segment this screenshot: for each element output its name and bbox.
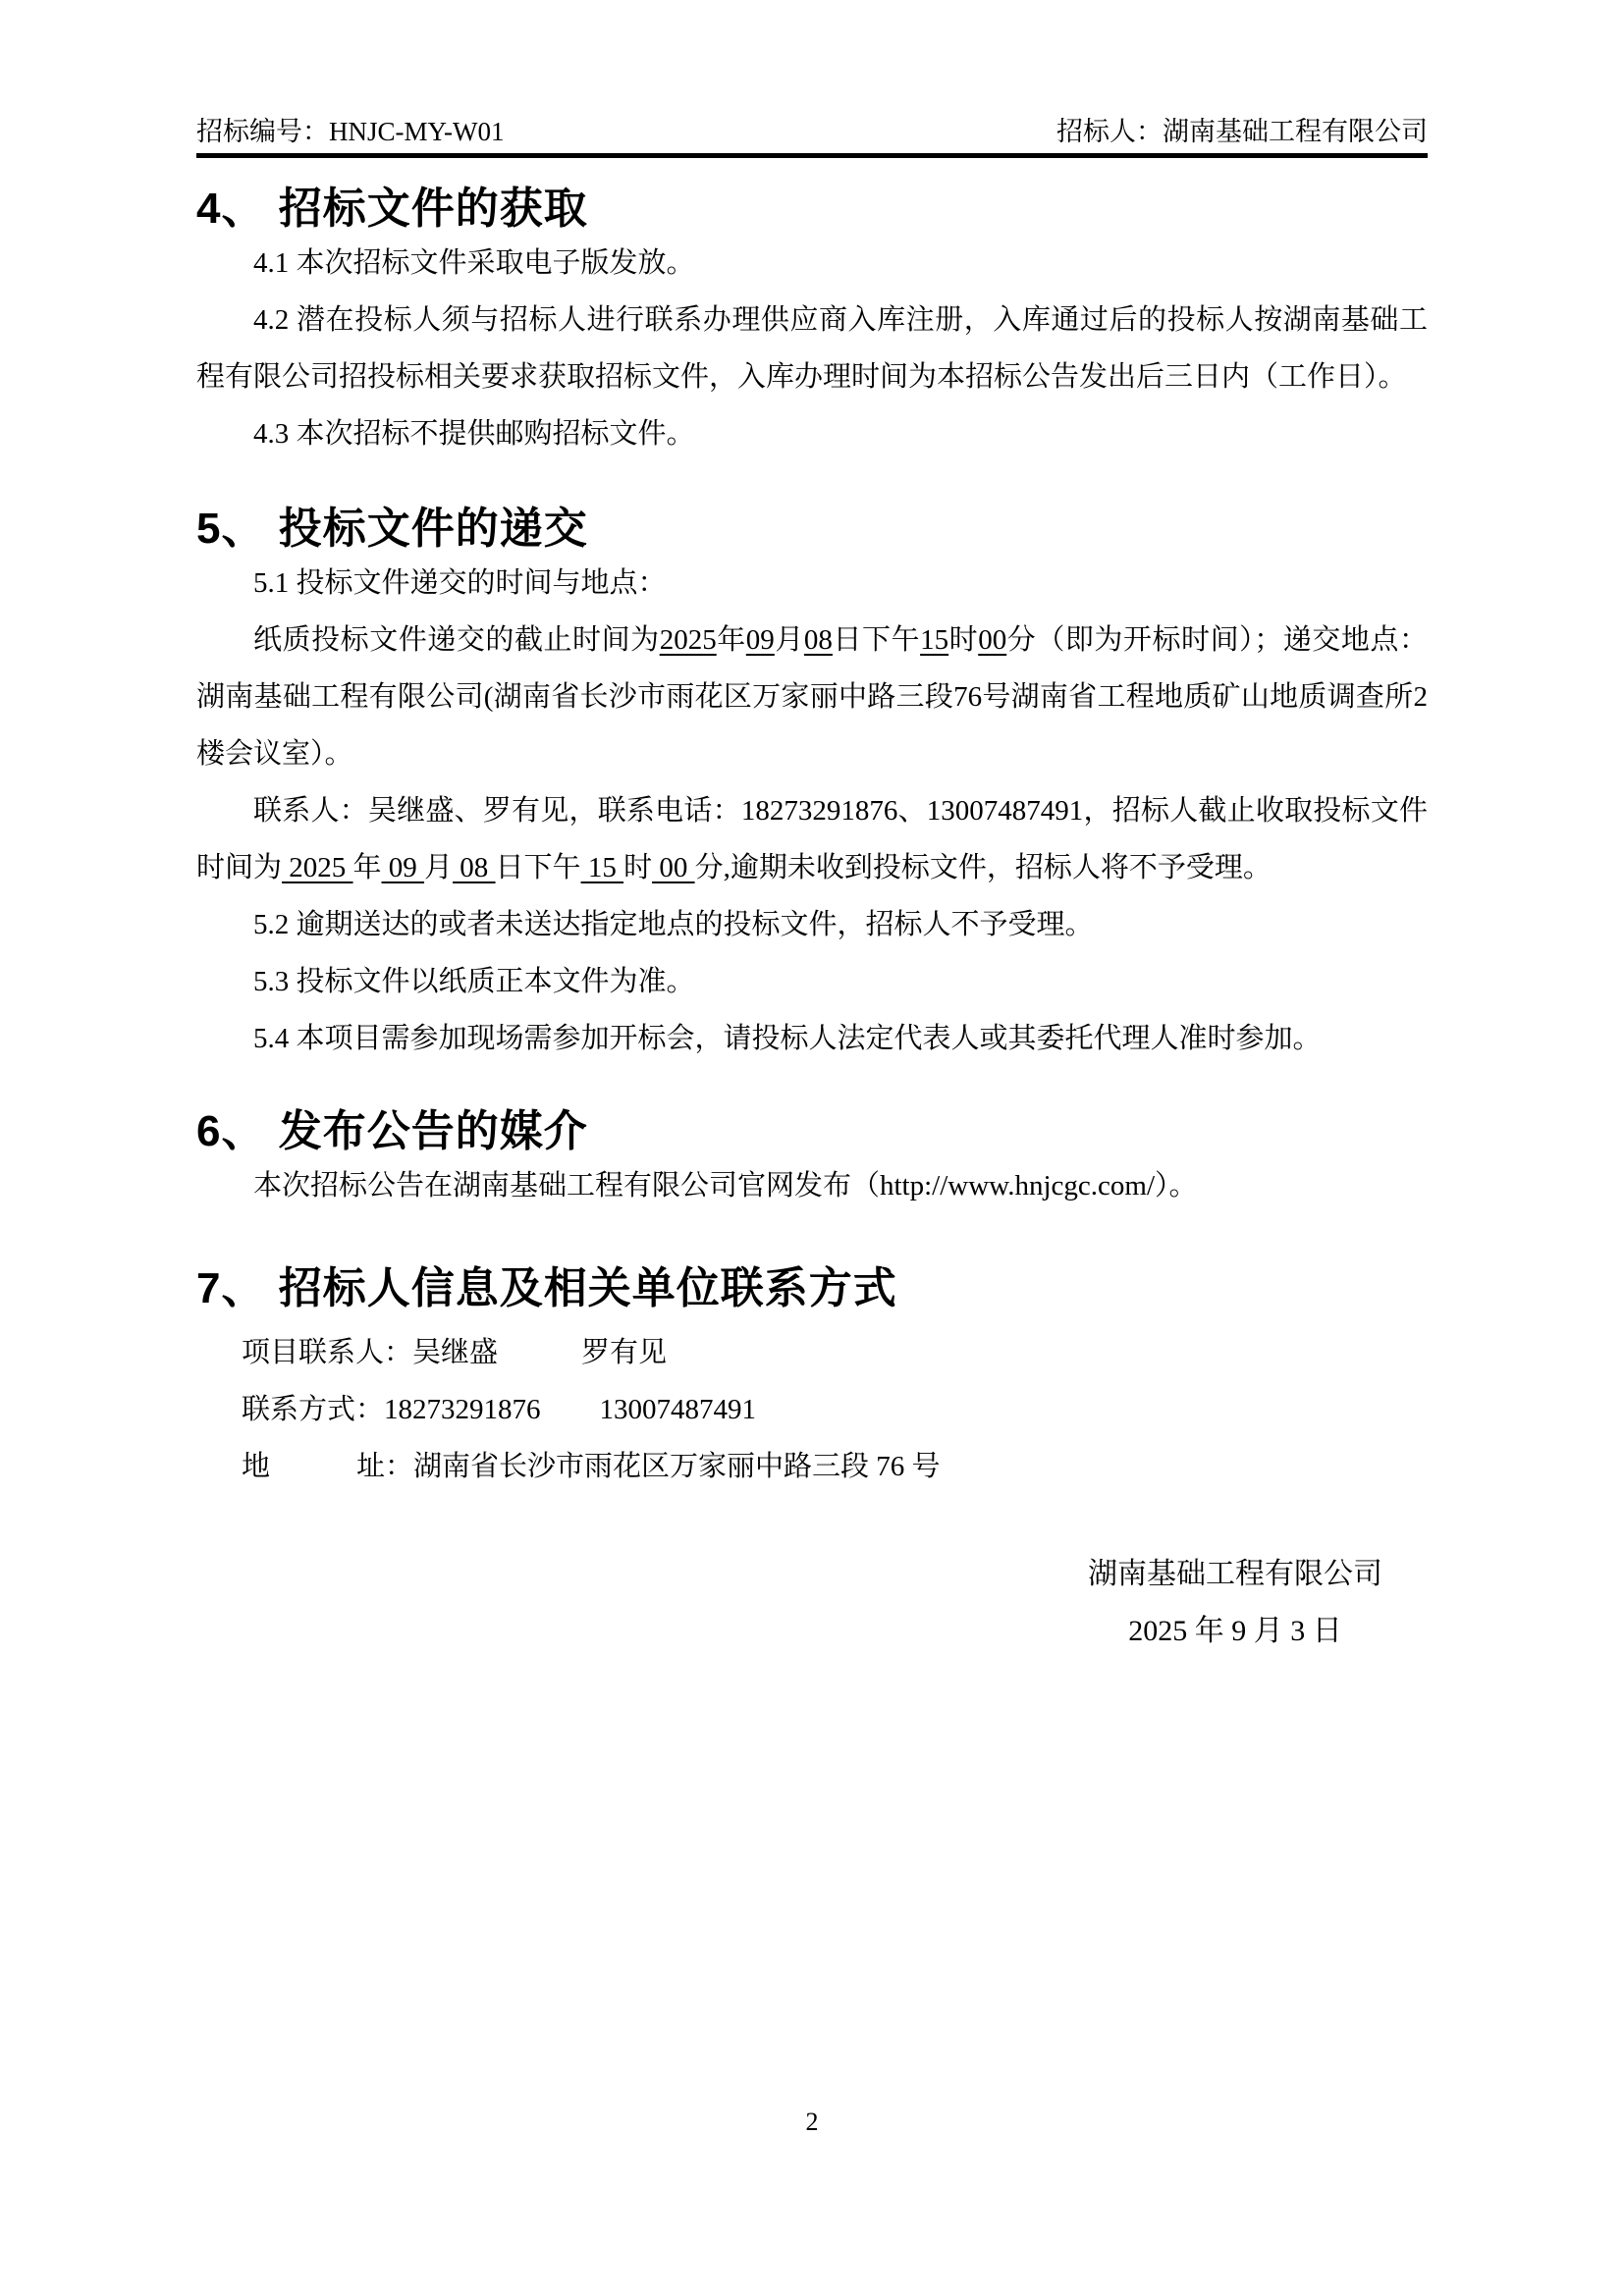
phone-label: 联系方式：	[242, 1394, 385, 1425]
phone-number-2: 13007487491	[599, 1394, 757, 1425]
paragraph-6-1: 本次招标公告在湖南基础工程有限公司官网发布（http://www.hnjcgc.com/）。	[253, 1170, 1198, 1201]
signature-date: 2025 年 9 月 3 日	[1128, 1615, 1342, 1647]
paragraph-5-1-detail: 纸质投标文件递交的截止时间为2025年09月08日下午15时00分（即为开标时间）；递交地点：湖南基础工程有限公司(湖南省长沙市雨花区万家丽中路三段76号湖南省工程地质矿山地质调查所2楼会议室）。	[196, 624, 1428, 770]
page-content	[196, 0, 1428, 1660]
section-6-heading: 6、 发布公告的媒介	[196, 1107, 588, 1155]
contact-row-phone-numbers	[196, 1381, 1428, 1438]
contact-info-block	[196, 1324, 1428, 1495]
paragraph-5-2: 5.2 逾期送达的或者未送达指定地点的投标文件，招标人不予受理。	[253, 909, 1094, 940]
project-contact-label: 项目联系人：	[242, 1337, 413, 1368]
section-5-heading: 5、 投标文件的递交	[196, 505, 588, 553]
address-label-part1: 地	[242, 1451, 271, 1482]
paragraph-5-1-contact: 联系人：吴继盛、罗有见，联系电话：18273291876、13007487491，招标人截止收取投标文件时间为 2025 年 09 月 08 日下午 15 时 00 分,逾期未收到投标文件，招标人将不予受理。	[196, 795, 1428, 883]
header-tender-number: 招标编号：HNJC-MY-W01	[196, 117, 505, 146]
section-4-heading: 4、 招标文件的获取	[196, 185, 588, 233]
section-7-heading: 7、 招标人信息及相关单位联系方式	[196, 1264, 897, 1312]
paragraph-4-2: 4.2 潜在投标人须与招标人进行联系办理供应商入库注册，入库通过后的投标人按湖南基础工程有限公司招投标相关要求获取招标文件，入库办理时间为本招标公告发出后三日内（工作日）。	[196, 304, 1428, 393]
signature-company: 湖南基础工程有限公司	[1088, 1558, 1382, 1590]
project-contact-name-1: 吴继盛	[412, 1337, 499, 1368]
project-contact-name-2: 罗有见	[581, 1337, 668, 1368]
contact-row-address	[196, 1438, 1428, 1495]
paragraph-5-1: 5.1 投标文件递交的时间与地点：	[253, 567, 667, 599]
header-rule	[196, 153, 1428, 158]
address-value: 湖南省长沙市雨花区万家丽中路三段 76 号	[413, 1451, 941, 1482]
header-tenderer-name: 招标人：湖南基础工程有限公司	[1056, 117, 1428, 146]
document-header	[196, 0, 1428, 147]
page-number: 2	[805, 2108, 819, 2136]
address-label-part2: 址：	[356, 1451, 414, 1482]
paragraph-5-4: 5.4 本项目需参加现场需参加开标会，请投标人法定代表人或其委托代理人准时参加。	[253, 1023, 1322, 1054]
paragraph-4-3: 4.3 本次招标不提供邮购招标文件。	[253, 418, 695, 450]
paragraph-4-1: 4.1 本次招标文件采取电子版发放。	[253, 247, 695, 279]
contact-row-project-contacts	[196, 1324, 1428, 1381]
signature-inner	[1088, 1546, 1382, 1660]
paragraph-5-3: 5.3 投标文件以纸质正本文件为准。	[253, 966, 695, 997]
signature-block	[196, 1546, 1428, 1660]
phone-number-1: 18273291876	[384, 1394, 541, 1425]
